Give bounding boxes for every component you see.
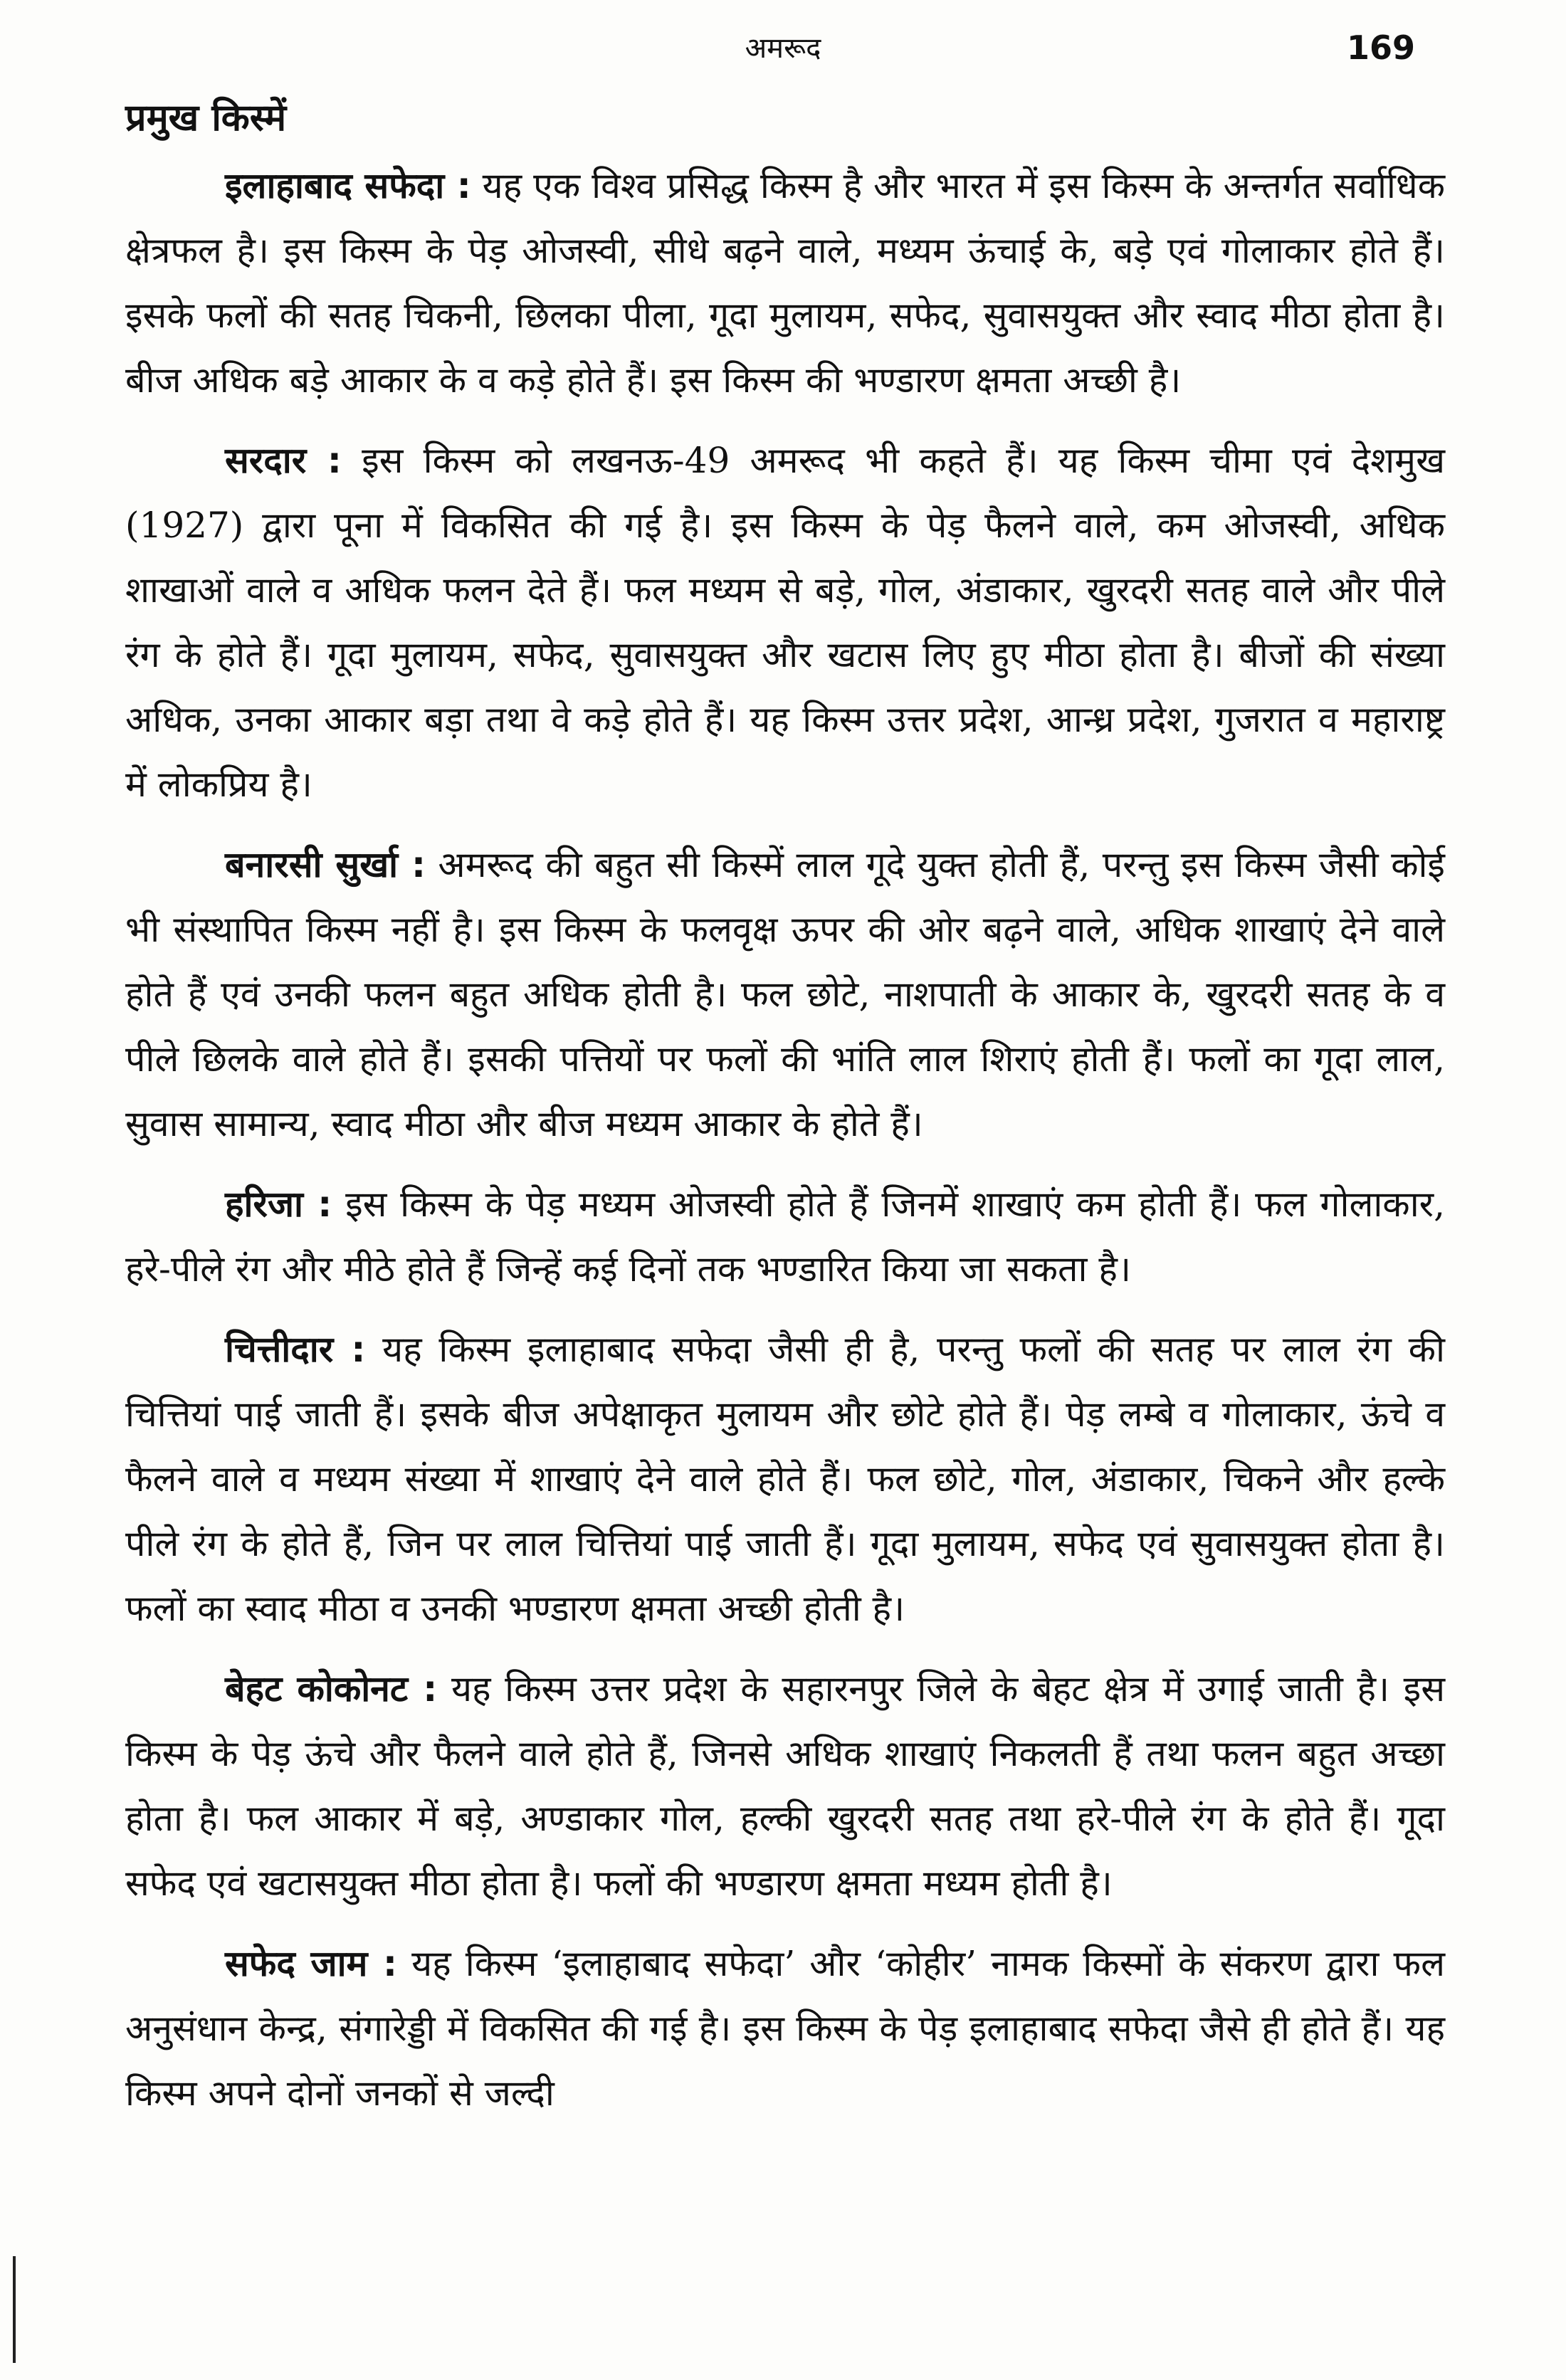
variety-description: यह एक विश्व प्रसिद्ध किस्म है और भारत में इस किस्म के अन्तर्गत सर्वाधिक क्षेत्रफल है। इस किस्म के पेड़ ओजस्वी, सीधे बढ़ने वाले, मध्यम ऊंचाई के, बड़े एवं गोलाकार होते हैं। इसके फलों की सतह चिकनी, छिलका पीला, गूदा मुलायम, सफेद, सुवासयुक्त और स्वाद मीठा होता है। बीज अधिक बड़े आकार के व कड़े होते हैं। इस किस्म की भण्डारण क्षमता अच्छी है। <box>125 165 1445 401</box>
variety-entry-behat-coconut <box>125 1657 1445 1916</box>
page-number: 169 <box>1346 28 1415 67</box>
variety-name: इलाहाबाद सफेदा : <box>225 165 471 206</box>
variety-description: यह किस्म उत्तर प्रदेश के सहारनपुर जिले के बेहट क्षेत्र में उगाई जाती है। इस किस्म के पेड़ ऊंचे और फैलने वाले होते हैं, जिनसे अधिक शाखाएं निकलती हैं तथा फलन बहुत अच्छा होता है। फल आकार में बड़े, अण्डाकार गोल, हल्की खुरदरी सतह तथा हरे-पीले रंग के होते हैं। गूदा सफेद एवं खटासयुक्त मीठा होता है। फलों की भण्डारण क्षमता मध्यम होती है। <box>125 1668 1445 1904</box>
variety-name: चित्तीदार : <box>225 1329 366 1370</box>
variety-entry-banarasi-surkha <box>125 833 1445 1157</box>
variety-name: हरिजा : <box>225 1184 332 1225</box>
variety-entry-sardar <box>125 428 1445 817</box>
running-title: अमरूद <box>745 32 821 65</box>
section-heading: प्रमुख किस्में <box>125 97 287 139</box>
running-header <box>0 27 1566 70</box>
variety-name: बेहट कोकोनट : <box>225 1668 438 1710</box>
variety-entry-allahabad-safeda <box>125 154 1445 413</box>
variety-description: यह किस्म ‘इलाहाबाद सफेदा’ और ‘कोहीर’ नामक किस्मों के संकरण द्वारा फल अनुसंधान केन्द्र, संगारेड्डी में विकसित की गई है। इस किस्म के पेड़ इलाहाबाद सफेदा जैसे ही होते हैं। यह किस्म अपने दोनों जनकों से जल्दी <box>125 1943 1445 2114</box>
variety-entry-safed-jam <box>125 1932 1445 2126</box>
scan-spine-mark <box>13 2256 16 2363</box>
variety-name: बनारसी सुर्खा : <box>225 844 426 885</box>
variety-description: यह किस्म इलाहाबाद सफेदा जैसी ही है, परन्तु फलों की सतह पर लाल रंग की चित्तियां पाई जाती हैं। इसके बीज अपेक्षाकृत मुलायम और छोटे होते हैं। पेड़ लम्बे व गोलाकार, ऊंचे व फैलने वाले व मध्यम संख्या में शाखाएं देने वाले होते हैं। फल छोटे, गोल, अंडाकार, चिकने और हल्के पीले रंग के होते हैं, जिन पर लाल चित्तियां पाई जाती हैं। गूदा मुलायम, सफेद एवं सुवासयुक्त होता है। फलों का स्वाद मीठा व उनकी भण्डारण क्षमता अच्छी होती है। <box>125 1329 1445 1629</box>
variety-name: सरदार : <box>225 440 342 481</box>
variety-entry-chittidar <box>125 1317 1445 1641</box>
variety-description: इस किस्म के पेड़ मध्यम ओजस्वी होते हैं जिनमें शाखाएं कम होती हैं। फल गोलाकार, हरे-पीले रंग और मीठे होते हैं जिन्हें कई दिनों तक भण्डारित किया जा सकता है। <box>125 1184 1446 1290</box>
variety-description: अमरूद की बहुत सी किस्में लाल गूदे युक्त होती हैं, परन्तु इस किस्म जैसी कोई भी संस्थापित किस्म नहीं है। इस किस्म के फलवृक्ष ऊपर की ओर बढ़ने वाले, अधिक शाखाएं देने वाले होते हैं एवं उनकी फलन बहुत अधिक होती है। फल छोटे, नाशपाती के आकार के, खुरदरी सतह के व पीले छिलके वाले होते हैं। इसकी पत्तियों पर फलों की भांति लाल शिराएं होती हैं। फलों का गूदा लाल, सुवास सामान्य, स्वाद मीठा और बीज मध्यम आकार के होते हैं। <box>125 844 1445 1144</box>
page-content <box>125 91 1445 2142</box>
variety-description: इस किस्म को लखनऊ-49 अमरूद भी कहते हैं। यह किस्म चीमा एवं देशमुख (1927) द्वारा पूना में विकसित की गई है। इस किस्म के पेड़ फैलने वाले, कम ओजस्वी, अधिक शाखाओं वाले व अधिक फलन देते हैं। फल मध्यम से बड़े, गोल, अंडाकार, खुरदरी सतह वाले और पीले रंग के होते हैं। गूदा मुलायम, सफेद, सुवासयुक्त और खटास लिए हुए मीठा होता है। बीजों की संख्या अधिक, उनका आकार बड़ा तथा वे कड़े होते हैं। यह किस्म उत्तर प्रदेश, आन्ध्र प्रदेश, गुजरात व महाराष्ट्र में लोकप्रिय है। <box>125 440 1445 805</box>
variety-name: सफेद जाम : <box>225 1943 398 1984</box>
variety-entry-harija <box>125 1172 1445 1302</box>
